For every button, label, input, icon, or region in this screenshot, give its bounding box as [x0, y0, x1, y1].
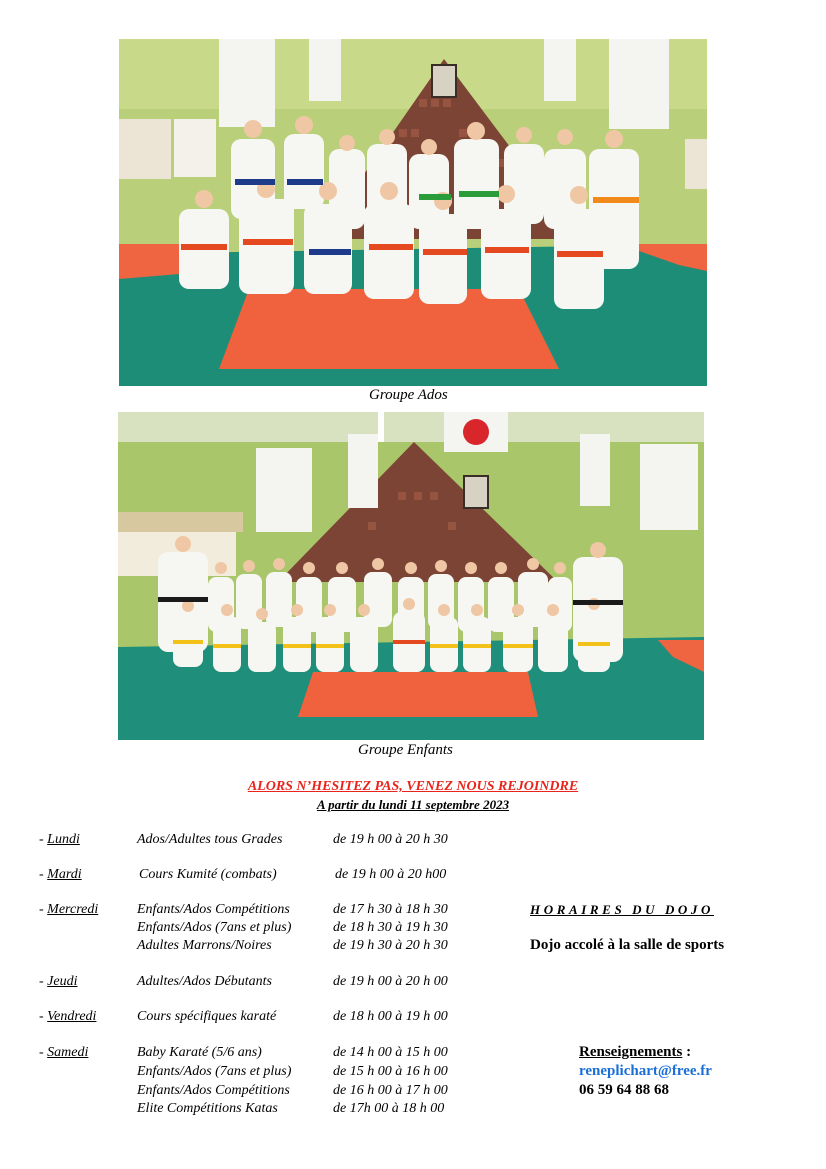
class-name: Ados/Adultes tous Grades — [137, 832, 283, 847]
class-name: Enfants/Ados (7ans et plus) — [137, 1064, 292, 1079]
day-mardi: - Mardi — [39, 867, 82, 882]
day-label: Mardi — [47, 867, 82, 882]
day-vendredi: - Vendredi — [39, 1009, 97, 1024]
class-time: de 18 h 30 à 19 h 30 — [333, 920, 448, 935]
class-name: Cours Kumité (combats) — [139, 867, 277, 882]
day-samedi: - Samedi — [39, 1045, 89, 1060]
photo-caption-ados: Groupe Ados — [369, 387, 448, 403]
dojo-group-photo-children — [118, 412, 704, 740]
photo-groupe-enfants — [118, 412, 704, 740]
contact-email-link[interactable]: reneplichart@free.fr — [579, 1063, 712, 1079]
class-time: de 19 h 30 à 20 h 30 — [333, 938, 448, 953]
dojo-group-photo-teens — [119, 39, 707, 386]
headline-start-date: A partir du lundi 11 septembre 2023 — [316, 797, 510, 812]
day-mercredi: - Mercredi — [39, 902, 99, 917]
contact-phone: 06 59 64 88 68 — [579, 1082, 669, 1098]
class-time: de 19 h 00 à 20 h 00 — [333, 974, 448, 989]
class-time: de 15 h 00 à 16 h 00 — [333, 1064, 448, 1079]
day-jeudi: - Jeudi — [39, 974, 78, 989]
class-time: de 14 h 00 à 15 h 00 — [333, 1045, 448, 1060]
contact-label-suffix: : — [682, 1044, 692, 1060]
class-time: de 19 h 00 à 20 h 30 — [333, 832, 448, 847]
class-time: de 18 h 00 à 19 h 00 — [333, 1009, 448, 1024]
class-name: Adultes Marrons/Noires — [137, 938, 272, 953]
class-name: Adultes/Ados Débutants — [137, 974, 272, 989]
day-label: Lundi — [47, 832, 80, 847]
class-name: Elite Compétitions Katas — [137, 1101, 278, 1116]
photo-groupe-ados — [119, 39, 707, 386]
class-name: Baby Karaté (5/6 ans) — [137, 1045, 262, 1060]
photo-caption-enfants: Groupe Enfants — [358, 742, 453, 758]
dojo-location: Dojo accolé à la salle de sports — [530, 937, 725, 953]
day-label: Mercredi — [47, 902, 99, 917]
contact-label — [579, 1044, 691, 1061]
day-lundi: - Lundi — [39, 832, 80, 847]
headline-call-to-action: ALORS N’HESITEZ PAS, VENEZ NOUS REJOINDRE — [247, 779, 579, 794]
class-time: de 17 h 30 à 18 h 30 — [333, 902, 448, 917]
dojo-hours-title: HORAIRES DU DOJO — [530, 902, 715, 917]
day-label: Jeudi — [47, 974, 78, 989]
class-name: Enfants/Ados (7ans et plus) — [137, 920, 292, 935]
class-time: de 17h 00 à 18 h 00 — [333, 1101, 445, 1116]
class-name: Enfants/Ados Compétitions — [137, 1083, 290, 1098]
day-label: Samedi — [47, 1045, 89, 1060]
day-label: Vendredi — [47, 1009, 97, 1024]
class-name: Cours spécifiques karaté — [137, 1009, 277, 1024]
class-time: de 19 h 00 à 20 h00 — [335, 867, 447, 882]
class-name: Enfants/Ados Compétitions — [137, 902, 290, 917]
class-time: de 16 h 00 à 17 h 00 — [333, 1083, 448, 1098]
contact-label-text: Renseignements — [579, 1044, 683, 1060]
